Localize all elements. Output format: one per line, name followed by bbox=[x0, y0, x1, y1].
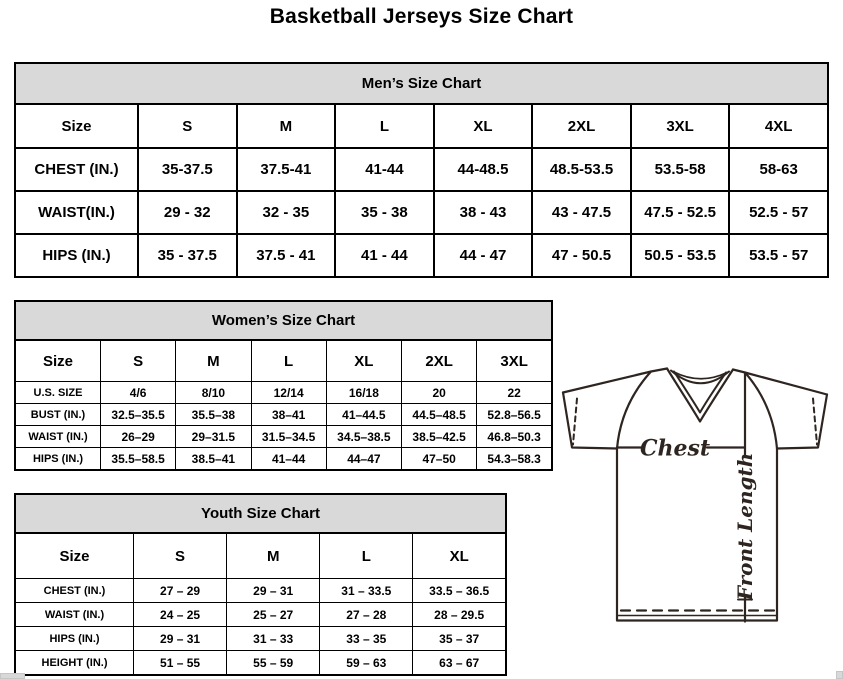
table-cell: 44-48.5 bbox=[434, 148, 533, 191]
table-cell: 24 – 25 bbox=[134, 603, 227, 627]
table-cell: 41–44 bbox=[251, 448, 326, 471]
left-cuff-dashed-line bbox=[573, 399, 577, 445]
table-cell: 35-37.5 bbox=[138, 148, 237, 191]
column-header: L bbox=[320, 533, 413, 579]
womens-chart-title-bar: Women’s Size Chart bbox=[14, 300, 553, 339]
table-row bbox=[15, 579, 506, 603]
table-row bbox=[15, 448, 552, 471]
table-cell: 34.5–38.5 bbox=[326, 426, 401, 448]
table-cell: 33.5 – 36.5 bbox=[413, 579, 506, 603]
womens-size-chart bbox=[14, 300, 553, 471]
table-cell: 32 - 35 bbox=[237, 191, 336, 234]
table-cell: 50.5 - 53.5 bbox=[631, 234, 730, 277]
table-cell: 38.5–41 bbox=[176, 448, 251, 471]
table-cell: 41-44 bbox=[335, 148, 434, 191]
table-cell: 63 – 67 bbox=[413, 651, 506, 676]
table-cell: 47 - 50.5 bbox=[532, 234, 631, 277]
row-label: HIPS (IN.) bbox=[15, 627, 134, 651]
table-cell: 53.5 - 57 bbox=[729, 234, 828, 277]
table-cell: 37.5 - 41 bbox=[237, 234, 336, 277]
table-cell: 29–31.5 bbox=[176, 426, 251, 448]
table-cell: 27 – 28 bbox=[320, 603, 413, 627]
column-header: S bbox=[101, 340, 176, 382]
table-cell: 33 – 35 bbox=[320, 627, 413, 651]
table-cell: 53.5-58 bbox=[631, 148, 730, 191]
column-header: M bbox=[227, 533, 320, 579]
table-cell: 28 – 29.5 bbox=[413, 603, 506, 627]
table-cell: 52.5 - 57 bbox=[729, 191, 828, 234]
size-column-header: Size bbox=[15, 533, 134, 579]
table-row bbox=[15, 651, 506, 676]
column-header: 4XL bbox=[729, 104, 828, 148]
table-cell: 41 - 44 bbox=[335, 234, 434, 277]
row-label: CHEST (IN.) bbox=[15, 148, 138, 191]
column-header: XL bbox=[326, 340, 401, 382]
column-header: 2XL bbox=[402, 340, 477, 382]
table-cell: 38.5–42.5 bbox=[402, 426, 477, 448]
mens-chart-title-bar: Men’s Size Chart bbox=[14, 62, 829, 103]
row-label: HIPS (IN.) bbox=[15, 234, 138, 277]
table-cell: 25 – 27 bbox=[227, 603, 320, 627]
table-cell: 4/6 bbox=[101, 382, 176, 404]
column-header: 3XL bbox=[631, 104, 730, 148]
womens-size-table bbox=[14, 339, 553, 471]
table-cell: 12/14 bbox=[251, 382, 326, 404]
row-label: WAIST (IN.) bbox=[15, 603, 134, 627]
column-header: XL bbox=[413, 533, 506, 579]
table-row bbox=[15, 603, 506, 627]
scrollbar-fragment-left[interactable] bbox=[0, 673, 25, 679]
size-column-header: Size bbox=[15, 104, 138, 148]
row-label: HIPS (IN.) bbox=[15, 448, 101, 471]
table-row bbox=[15, 382, 552, 404]
table-cell: 32.5–35.5 bbox=[101, 404, 176, 426]
youth-size-table bbox=[14, 532, 507, 676]
table-cell: 35.5–38 bbox=[176, 404, 251, 426]
row-label: BUST (IN.) bbox=[15, 404, 101, 426]
table-cell: 43 - 47.5 bbox=[532, 191, 631, 234]
column-header: L bbox=[335, 104, 434, 148]
table-cell: 38 - 43 bbox=[434, 191, 533, 234]
row-label: HEIGHT (IN.) bbox=[15, 651, 134, 676]
table-cell: 44.5–48.5 bbox=[402, 404, 477, 426]
scrollbar-fragment-right[interactable] bbox=[836, 671, 843, 679]
column-header: 3XL bbox=[477, 340, 552, 382]
mens-size-table bbox=[14, 103, 829, 278]
column-header: L bbox=[251, 340, 326, 382]
table-cell: 58-63 bbox=[729, 148, 828, 191]
table-cell: 47.5 - 52.5 bbox=[631, 191, 730, 234]
table-cell: 41–44.5 bbox=[326, 404, 401, 426]
table-cell: 20 bbox=[402, 382, 477, 404]
size-column-header: Size bbox=[15, 340, 101, 382]
table-row bbox=[15, 148, 828, 191]
table-cell: 16/18 bbox=[326, 382, 401, 404]
table-cell: 59 – 63 bbox=[320, 651, 413, 676]
table-cell: 31 – 33.5 bbox=[320, 579, 413, 603]
right-cuff-dashed-line bbox=[813, 399, 817, 445]
table-row bbox=[15, 426, 552, 448]
table-cell: 48.5-53.5 bbox=[532, 148, 631, 191]
table-row bbox=[15, 627, 506, 651]
mens-size-chart bbox=[14, 62, 829, 278]
column-header-row bbox=[15, 533, 506, 579]
column-header: S bbox=[134, 533, 227, 579]
table-cell: 55 – 59 bbox=[227, 651, 320, 676]
jersey-measurement-diagram bbox=[560, 358, 843, 668]
table-cell: 54.3–58.3 bbox=[477, 448, 552, 471]
table-cell: 26–29 bbox=[101, 426, 176, 448]
table-cell: 51 – 55 bbox=[134, 651, 227, 676]
table-cell: 52.8–56.5 bbox=[477, 404, 552, 426]
jersey-outline-icon bbox=[563, 369, 827, 621]
table-cell: 35 – 37 bbox=[413, 627, 506, 651]
table-cell: 35 - 37.5 bbox=[138, 234, 237, 277]
table-cell: 44 - 47 bbox=[434, 234, 533, 277]
table-cell: 29 – 31 bbox=[227, 579, 320, 603]
column-header: M bbox=[237, 104, 336, 148]
youth-size-chart bbox=[14, 493, 507, 676]
table-cell: 35 - 38 bbox=[335, 191, 434, 234]
table-cell: 31 – 33 bbox=[227, 627, 320, 651]
table-cell: 47–50 bbox=[402, 448, 477, 471]
column-header: XL bbox=[434, 104, 533, 148]
table-cell: 29 – 31 bbox=[134, 627, 227, 651]
front-length-label: Front Length bbox=[733, 452, 757, 601]
table-row bbox=[15, 234, 828, 277]
table-cell: 22 bbox=[477, 382, 552, 404]
row-label: CHEST (IN.) bbox=[15, 579, 134, 603]
table-cell: 31.5–34.5 bbox=[251, 426, 326, 448]
youth-chart-title-bar: Youth Size Chart bbox=[14, 493, 507, 532]
table-cell: 38–41 bbox=[251, 404, 326, 426]
table-row bbox=[15, 191, 828, 234]
table-cell: 8/10 bbox=[176, 382, 251, 404]
table-row bbox=[15, 404, 552, 426]
table-cell: 37.5-41 bbox=[237, 148, 336, 191]
table-cell: 27 – 29 bbox=[134, 579, 227, 603]
row-label: WAIST(IN.) bbox=[15, 191, 138, 234]
column-header-row bbox=[15, 340, 552, 382]
table-cell: 29 - 32 bbox=[138, 191, 237, 234]
column-header: 2XL bbox=[532, 104, 631, 148]
table-cell: 44–47 bbox=[326, 448, 401, 471]
table-cell: 46.8–50.3 bbox=[477, 426, 552, 448]
column-header: S bbox=[138, 104, 237, 148]
row-label: WAIST (IN.) bbox=[15, 426, 101, 448]
chest-label: Chest bbox=[639, 435, 711, 462]
page-title: Basketball Jerseys Size Chart bbox=[269, 5, 574, 28]
column-header: M bbox=[176, 340, 251, 382]
column-header-row bbox=[15, 104, 828, 148]
row-label: U.S. SIZE bbox=[15, 382, 101, 404]
table-cell: 35.5–58.5 bbox=[101, 448, 176, 471]
